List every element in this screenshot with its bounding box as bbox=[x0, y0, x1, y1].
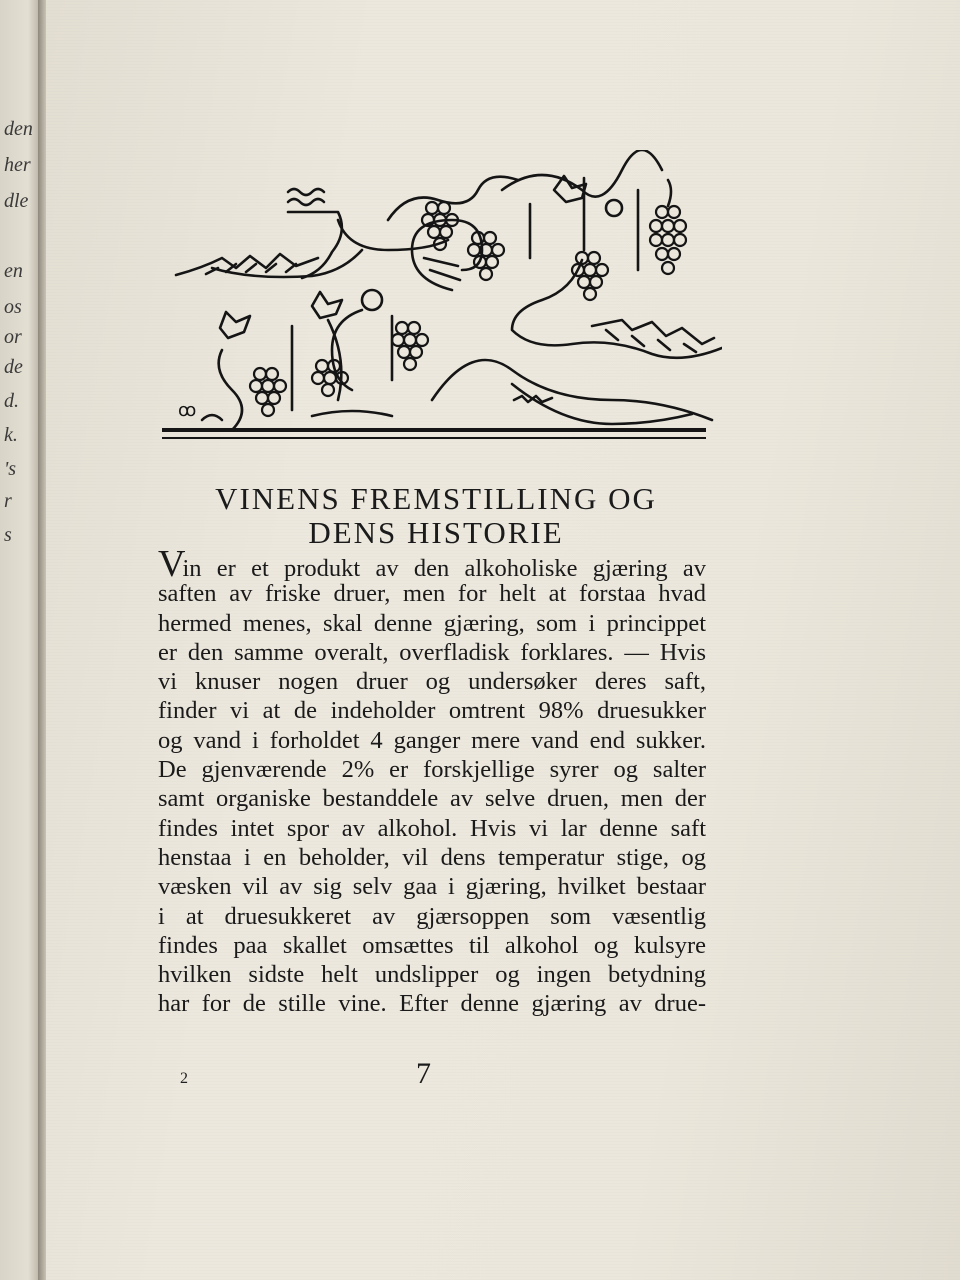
page-number: 7 bbox=[416, 1057, 431, 1090]
chapter-title-line-1: VINENS FREMSTILLING OG bbox=[215, 481, 657, 516]
text-line: findes paa skallet omsættes til alkohol og kulsyre bbox=[158, 931, 706, 959]
facing-text-fragment: k. bbox=[4, 424, 18, 446]
ornamental-rule-thick bbox=[162, 428, 706, 432]
facing-text-fragment: os bbox=[4, 296, 22, 318]
facing-text-fragment: d. bbox=[4, 390, 19, 412]
text-line: henstaa i en beholder, vil dens temperatur stige, og bbox=[158, 843, 706, 871]
facing-text-fragment: den bbox=[4, 118, 33, 140]
drop-cap: V bbox=[158, 543, 183, 585]
facing-text-fragment: or bbox=[4, 326, 22, 348]
facing-text-fragment: s bbox=[4, 524, 12, 546]
text-line: vi knuser nogen druer og undersøker deres saft, bbox=[158, 668, 706, 696]
text-line: er den samme overalt, overfladisk forklares. — Hvis bbox=[158, 638, 706, 666]
text-line: væsken vil av sig selv gaa i gjæring, hvilket bestaar bbox=[158, 873, 706, 901]
facing-text-fragment: de bbox=[4, 356, 23, 378]
text-line: De gjenværende 2% er forskjellige syrer og salter bbox=[158, 756, 706, 784]
chapter-title-line-2: DENS HISTORIE bbox=[308, 515, 564, 550]
body-paragraph bbox=[158, 543, 706, 1019]
facing-text-fragment: 's bbox=[4, 458, 17, 480]
svg-text:ꝏ: ꝏ bbox=[178, 400, 197, 420]
text-line: hermed menes, skal denne gjæring, som i princippet bbox=[158, 609, 706, 637]
ornamental-rule-thin bbox=[162, 437, 706, 439]
text-line: hvilken sidste helt undslipper og ingen betydning bbox=[158, 961, 706, 989]
text-line: og vand i forholdet 4 ganger mere vand end sukker. bbox=[158, 726, 706, 754]
text-line: samt organiske bestanddele av selve druen, men der bbox=[158, 785, 706, 813]
facing-text-fragment: r bbox=[4, 490, 12, 512]
text-line: findes intet spor av alkohol. Hvis vi lar denne saft bbox=[158, 814, 706, 842]
text-line bbox=[158, 543, 706, 585]
facing-page-edge bbox=[0, 0, 40, 1280]
text-line: har for de stille vine. Efter denne gjæring av drue- bbox=[158, 990, 706, 1018]
book-page bbox=[46, 0, 960, 1280]
facing-text-fragment: dle bbox=[4, 190, 29, 212]
text-line: finder vi at de indeholder omtrent 98% druesukker bbox=[158, 697, 706, 725]
facing-text-fragment: her bbox=[4, 154, 31, 176]
signature-mark: 2 bbox=[180, 1070, 188, 1087]
text-line-content: in er et produkt av den alkoholiske gjæring av bbox=[182, 555, 706, 582]
grapevine-vignette-illustration bbox=[162, 150, 722, 450]
text-line: i at druesukkeret av gjærsoppen som væsentlig bbox=[158, 902, 706, 930]
text-line: saften av friske druer, men for helt at forstaa hvad bbox=[158, 580, 706, 608]
facing-text-fragment: en bbox=[4, 260, 23, 282]
